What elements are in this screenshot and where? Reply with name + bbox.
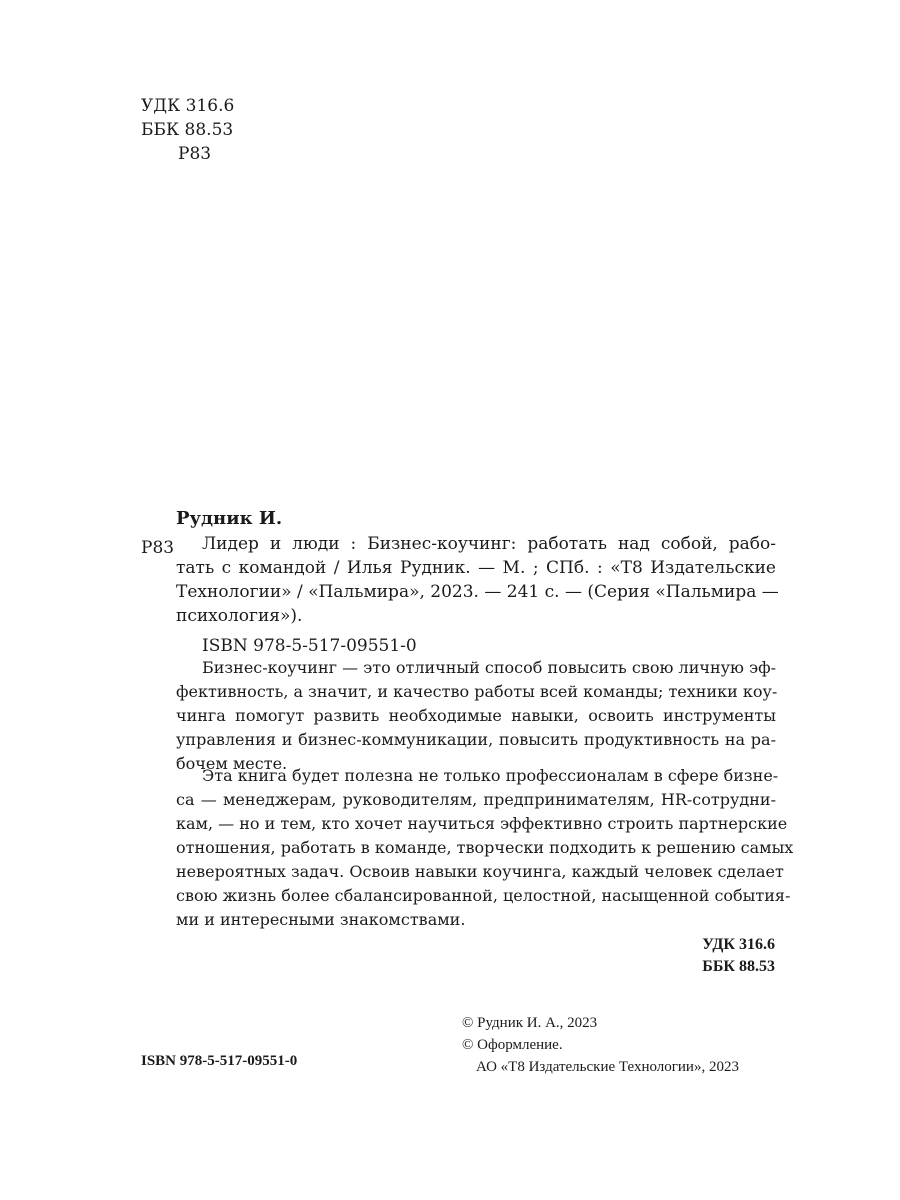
annotation-line: свою жизнь более сбалансированной, целостной, насыщенной события- xyxy=(176,886,791,905)
annotation-line: Эта книга будет полезна не только профессионалам в сфере бизне- xyxy=(202,766,779,785)
annotation-line: Бизнес-коучинг — это отличный способ повысить свою личную эф- xyxy=(202,658,776,677)
annotation-line: невероятных задач. Освоив навыки коучинга, каждый человек сделает xyxy=(176,862,784,881)
author-mark: Р83 xyxy=(178,144,212,164)
udk-code: УДК 316.6 xyxy=(702,936,775,953)
annotation-line: кам, — но и тем, кто хочет научиться эффективно строить партнерские xyxy=(176,814,788,833)
annotation-line: чинга помогут развить необходимые навыки, освоить инструменты xyxy=(176,706,776,725)
annotation-line: ми и интересными знакомствами. xyxy=(176,910,466,929)
udk-code: УДК 316.6 xyxy=(141,96,235,116)
description-line: Технологии» / «Пальмира», 2023. — 241 с. — (Серия «Пальмира — xyxy=(176,582,779,602)
annotation-line: отношения, работать в команде, творчески подходить к решению самых xyxy=(176,838,794,857)
description-line: психология»). xyxy=(176,606,303,626)
classification-codes xyxy=(141,94,234,166)
isbn-bottom: ISBN 978-5-517-09551-0 xyxy=(141,1053,298,1069)
annotation-line: фективность, а значит, и качество работы всей команды; техники коу- xyxy=(176,682,778,701)
bibliographic-description xyxy=(176,532,779,628)
isbn: ISBN 978-5-517-09551-0 xyxy=(202,636,417,656)
copyright-publisher: АО «Т8 Издательские Технологии», 2023 xyxy=(476,1059,739,1075)
annotation-line: са — менеджерам, руководителям, предпринимателям, HR-сотрудни- xyxy=(176,790,776,809)
classification-codes-right xyxy=(702,934,775,978)
copyright-author: © Рудник И. А., 2023 xyxy=(462,1015,598,1031)
annotation-paragraph-2 xyxy=(176,764,794,932)
entry-author: Рудник И. xyxy=(176,508,283,529)
description-line: тать с командой / Илья Рудник. — М. ; СПб. : «Т8 Издательские xyxy=(176,558,776,578)
annotation-paragraph-1 xyxy=(176,656,776,776)
description-line: Лидер и люди : Бизнес-коучинг: работать над собой, рабо- xyxy=(202,534,776,554)
annotation-line: бочем месте. xyxy=(176,754,288,773)
copyright-block xyxy=(462,1012,739,1078)
bbk-code: ББК 88.53 xyxy=(141,120,234,140)
bbk-code: ББК 88.53 xyxy=(702,958,775,975)
annotation-line: управления и бизнес-коммуникации, повысить продуктивность на ра- xyxy=(176,730,776,749)
entry-author-mark: Р83 xyxy=(141,538,175,558)
copyright-design: © Оформление. xyxy=(462,1037,563,1053)
